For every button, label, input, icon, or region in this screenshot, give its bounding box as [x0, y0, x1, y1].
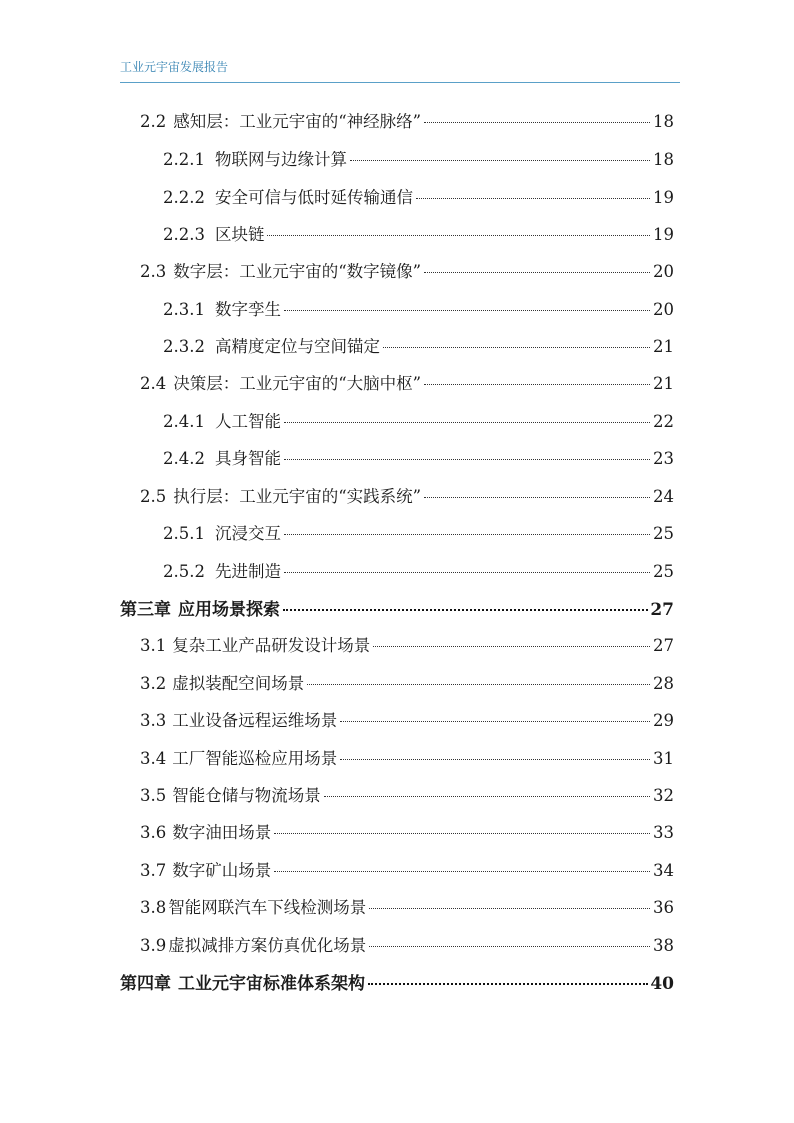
toc-entry-page: 36 [653, 898, 674, 917]
toc-entry-number: 3.2 [140, 674, 167, 693]
toc-leader-dots [274, 833, 650, 834]
toc-entry-number: 2.2.2 [163, 188, 205, 207]
toc-leader-dots [424, 497, 650, 498]
toc-leader-dots [373, 646, 650, 647]
toc-leader-dots [424, 272, 650, 273]
toc-entry-number: 3.6 [140, 823, 167, 842]
toc-entry-page: 18 [653, 112, 674, 131]
toc-entry[interactable] [140, 819, 674, 843]
toc-leader-dots [284, 459, 650, 460]
toc-entry[interactable] [140, 108, 674, 132]
toc-entry-page: 19 [653, 225, 674, 244]
toc-entry[interactable] [140, 857, 674, 881]
toc-entry-title: 安全可信与低时延传输通信 [214, 188, 413, 207]
toc-leader-dots [383, 347, 650, 348]
toc-entry-title: 执行层：工业元宇宙的“实践系统” [173, 487, 422, 506]
toc-entry[interactable] [163, 296, 674, 320]
toc-entry-page: 20 [653, 262, 674, 281]
toc-entry-title: 具身智能 [214, 449, 281, 468]
toc-entry-number: 3.8 [140, 898, 167, 917]
toc-entry-title: 物联网与边缘计算 [214, 150, 347, 169]
toc-entry[interactable] [163, 408, 674, 432]
toc-entry[interactable] [163, 146, 674, 170]
toc-entry-title: 工业设备远程运维场景 [172, 711, 338, 730]
toc-entry[interactable] [140, 707, 674, 731]
toc-entry[interactable] [140, 745, 674, 769]
toc-entry-title: 感知层：工业元宇宙的“神经脉络” [173, 112, 422, 131]
toc-entry-page: 38 [653, 936, 674, 955]
toc-entry-page: 20 [653, 300, 674, 319]
header-rule [120, 82, 680, 83]
toc-entry[interactable] [140, 932, 674, 956]
toc-entry-number: 2.4.1 [163, 412, 205, 431]
toc-leader-dots [284, 422, 650, 423]
toc-leader-dots [283, 609, 648, 611]
toc-entry-number: 3.4 [140, 749, 167, 768]
toc-entry-title: 智能仓储与物流场景 [172, 786, 321, 805]
toc-leader-dots [369, 908, 650, 909]
toc-entry-title: 数字孪生 [214, 300, 281, 319]
toc-entry-title: 区块链 [214, 225, 265, 244]
toc-entry[interactable] [163, 445, 674, 469]
running-header: 工业元宇宙发展报告 [120, 60, 229, 74]
toc-entry-number: 2.5.2 [163, 562, 205, 581]
toc-entry-title: 人工智能 [214, 412, 281, 431]
toc-entry-page: 27 [650, 600, 674, 620]
toc-entry[interactable] [140, 632, 674, 656]
toc-entry-page: 22 [653, 412, 674, 431]
toc-entry-page: 21 [653, 337, 674, 356]
toc-entry-number: 2.5.1 [163, 524, 205, 543]
toc-entry-number: 2.3 [140, 262, 167, 281]
toc-entry-page: 40 [650, 974, 674, 994]
toc-leader-dots [284, 534, 650, 535]
toc-entry-page: 34 [653, 861, 674, 880]
toc-entry[interactable] [140, 370, 674, 394]
toc-entry-page: 23 [653, 449, 674, 468]
toc-entry-number: 3.1 [140, 636, 167, 655]
toc-entry-title: 工厂智能巡检应用场景 [172, 749, 338, 768]
toc-entry-page: 27 [653, 636, 674, 655]
toc-leader-dots [340, 721, 650, 722]
toc-entry-title: 高精度定位与空间锚定 [214, 337, 380, 356]
toc-leader-dots [416, 198, 650, 199]
toc-leader-dots [340, 759, 650, 760]
toc-leader-dots [267, 235, 650, 236]
toc-entry[interactable] [140, 670, 674, 694]
toc-entry[interactable] [163, 333, 674, 357]
toc-entry-number: 3.9 [140, 936, 167, 955]
toc-chapter-entry[interactable] [120, 969, 674, 994]
toc-entry-title: 沉浸交互 [214, 524, 281, 543]
toc-leader-dots [284, 572, 650, 573]
toc-entry-page: 33 [653, 823, 674, 842]
toc-leader-dots [424, 122, 650, 123]
toc-entry-page: 18 [653, 150, 674, 169]
toc-leader-dots [424, 384, 650, 385]
toc-leader-dots [350, 160, 650, 161]
toc-entry-title: 智能网联汽车下线检测场景 [168, 898, 367, 917]
toc-entry-number: 3.3 [140, 711, 167, 730]
toc-entry-page: 32 [653, 786, 674, 805]
toc-entry-title: 数字矿山场景 [172, 861, 272, 880]
toc-entry-title: 虚拟减排方案仿真优化场景 [168, 936, 367, 955]
toc-leader-dots [369, 946, 650, 947]
toc-entry[interactable] [140, 894, 674, 918]
toc-entry-page: 31 [653, 749, 674, 768]
toc-entry-number: 2.3.1 [163, 300, 205, 319]
toc-leader-dots [284, 310, 650, 311]
toc-entry-title: 先进制造 [214, 562, 281, 581]
toc-entry[interactable] [163, 520, 674, 544]
toc-entry-number: 2.3.2 [163, 337, 205, 356]
toc-entry-page: 25 [653, 524, 674, 543]
toc-entry-page: 19 [653, 188, 674, 207]
toc-entry-title: 应用场景探索 [178, 600, 280, 620]
toc-entry-title: 数字油田场景 [172, 823, 272, 842]
toc-entry-number: 2.4.2 [163, 449, 205, 468]
toc-entry[interactable] [140, 483, 674, 507]
toc-entry[interactable] [140, 782, 674, 806]
toc-entry-page: 25 [653, 562, 674, 581]
toc-entry-title: 数字层：工业元宇宙的“数字镜像” [173, 262, 422, 281]
toc-entry-number: 第三章 [120, 600, 171, 620]
toc-entry-number: 2.2 [140, 112, 167, 131]
toc-leader-dots [307, 684, 650, 685]
toc-entry-number: 2.2.1 [163, 150, 205, 169]
toc-leader-dots [368, 983, 648, 985]
toc-entry-title: 决策层：工业元宇宙的“大脑中枢” [173, 374, 422, 393]
toc-entry-page: 28 [653, 674, 674, 693]
toc-entry-number: 2.2.3 [163, 225, 205, 244]
toc-leader-dots [324, 796, 650, 797]
toc-entry-title: 工业元宇宙标准体系架构 [178, 974, 365, 994]
toc-entry-number: 3.7 [140, 861, 167, 880]
toc-leader-dots [274, 871, 650, 872]
toc-chapter-entry[interactable] [120, 595, 674, 620]
toc-entry-page: 24 [653, 487, 674, 506]
toc-entry-number: 2.4 [140, 374, 167, 393]
toc-entry-title: 虚拟装配空间场景 [172, 674, 305, 693]
toc-entry-number: 2.5 [140, 487, 167, 506]
toc-entry[interactable] [163, 221, 674, 245]
toc-entry[interactable] [163, 184, 674, 208]
toc-entry[interactable] [163, 558, 674, 582]
toc-entry-page: 29 [653, 711, 674, 730]
toc-entry-page: 21 [653, 374, 674, 393]
toc-entry-number: 第四章 [120, 974, 171, 994]
toc-entry[interactable] [140, 258, 674, 282]
toc-entry-title: 复杂工业产品研发设计场景 [172, 636, 371, 655]
toc-entry-number: 3.5 [140, 786, 167, 805]
